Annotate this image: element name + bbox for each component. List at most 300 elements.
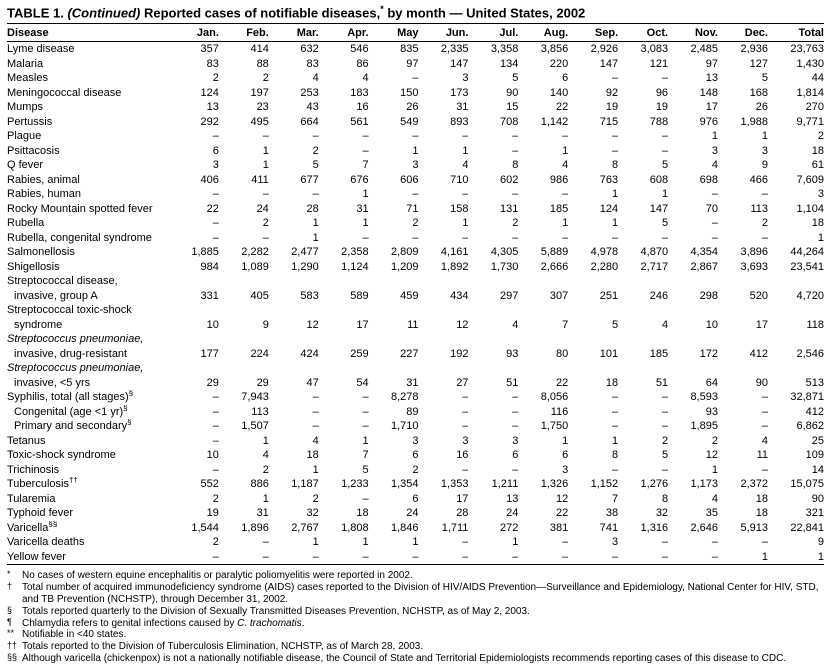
row-label: Streptococcus pneumoniae, xyxy=(7,362,144,375)
cell: 24 xyxy=(506,507,519,520)
cell: 1 xyxy=(817,550,824,563)
row-label: Varicella§§ xyxy=(7,520,58,534)
table-title xyxy=(7,4,824,24)
cell: 5 xyxy=(312,159,319,172)
cell: 88 xyxy=(256,57,269,70)
cell: 259 xyxy=(350,347,369,360)
cell: 1,885 xyxy=(191,246,219,259)
cell: 71 xyxy=(406,202,419,215)
cell: 710 xyxy=(450,173,469,186)
row-label: Yellow fever xyxy=(7,550,66,563)
footnote-symbol: †† xyxy=(7,640,18,651)
cell: – xyxy=(212,463,219,476)
cell: 1,124 xyxy=(341,260,369,273)
row-label: invasive, <5 yrs xyxy=(14,376,91,389)
cell: 552 xyxy=(200,478,219,491)
cell: 131 xyxy=(499,202,519,215)
footnote-text: Totals reported to the Division of Tuberculosis Elimination, NCHSTP, as of March 28, 2003. xyxy=(22,641,424,653)
cell: 5 xyxy=(661,217,669,230)
cell: 984 xyxy=(200,260,219,273)
cell: 2,372 xyxy=(740,478,768,491)
cell: 89 xyxy=(406,405,419,418)
cell: 2,477 xyxy=(291,246,319,259)
cell: 2,717 xyxy=(640,260,669,273)
table-row xyxy=(7,376,824,391)
table-row xyxy=(7,521,824,536)
cell: 44 xyxy=(811,72,824,85)
cell: 2,646 xyxy=(690,521,718,534)
cell: 97 xyxy=(705,57,718,70)
cell: 298 xyxy=(699,289,718,302)
cell: 124 xyxy=(599,202,619,215)
cell: 583 xyxy=(300,289,319,302)
cell: 357 xyxy=(200,43,219,56)
cell: 251 xyxy=(599,289,619,302)
cell: 3 xyxy=(412,159,419,172)
cell: 1 xyxy=(711,463,718,476)
cell: 3 xyxy=(562,463,569,476)
cell: – xyxy=(562,188,569,201)
title-text-2: by month — United States, 2002 xyxy=(383,5,586,21)
column-header-jul: Jul. xyxy=(468,24,518,42)
cell: 2 xyxy=(212,536,219,549)
cell: – xyxy=(512,463,519,476)
cell: 101 xyxy=(599,347,619,360)
cell: 1 xyxy=(817,231,824,244)
table-row xyxy=(7,347,824,362)
cell: – xyxy=(512,130,519,143)
cell: 3,856 xyxy=(540,43,569,56)
cell: – xyxy=(562,536,569,549)
table-row xyxy=(7,129,824,144)
cell: 1 xyxy=(262,434,269,447)
cell: 24 xyxy=(256,202,269,215)
cell: 424 xyxy=(300,347,319,360)
cell: 3,083 xyxy=(640,43,669,56)
cell: – xyxy=(212,130,219,143)
table-row xyxy=(7,506,824,521)
table-row xyxy=(7,550,824,565)
cell: 2,809 xyxy=(391,246,419,259)
row-label: Shigellosis xyxy=(7,260,60,273)
cell: 147 xyxy=(599,57,619,70)
cell: 976 xyxy=(699,115,718,128)
cell: 5,889 xyxy=(540,246,569,259)
cell: 32 xyxy=(306,507,319,520)
cell: 1,142 xyxy=(540,115,569,128)
cell: 1 xyxy=(462,144,469,157)
cell: 1 xyxy=(612,434,619,447)
cell: 24 xyxy=(406,507,419,520)
cell: – xyxy=(362,420,369,433)
cell: – xyxy=(412,231,419,244)
cell: – xyxy=(362,130,369,143)
cell: 459 xyxy=(400,289,419,302)
cell: 272 xyxy=(499,521,519,534)
column-header-aug: Aug. xyxy=(518,24,568,42)
cell: – xyxy=(462,188,469,201)
cell: – xyxy=(212,405,219,418)
column-header-total: Total xyxy=(768,24,824,42)
cell: 4,354 xyxy=(690,246,718,259)
row-label: Primary and secondary§ xyxy=(14,419,132,433)
cell: 19 xyxy=(605,101,619,114)
cell: 185 xyxy=(549,202,569,215)
table-row xyxy=(7,216,824,231)
cell: – xyxy=(462,550,469,563)
cell: 1,173 xyxy=(690,478,718,491)
cell: 38 xyxy=(605,507,619,520)
cell: 405 xyxy=(250,289,269,302)
table-row xyxy=(7,405,824,420)
cell: 4 xyxy=(761,434,768,447)
cell: 1,316 xyxy=(640,521,669,534)
table-row xyxy=(7,492,824,507)
cell: 1 xyxy=(312,536,319,549)
row-label: Tularemia xyxy=(7,492,56,505)
cell: – xyxy=(212,231,219,244)
footnote-symbol: * xyxy=(7,569,11,580)
column-header-nov: Nov. xyxy=(668,24,718,42)
cell: 4,161 xyxy=(440,246,469,259)
row-label: Lyme disease xyxy=(7,43,75,56)
cell: 1,896 xyxy=(241,521,269,534)
cell: 1 xyxy=(562,144,569,157)
cell: – xyxy=(312,130,319,143)
table-row xyxy=(7,158,824,173)
cell: 606 xyxy=(400,173,419,186)
cell: – xyxy=(711,217,718,230)
cell: 15,075 xyxy=(790,478,824,491)
cell: 7 xyxy=(362,159,369,172)
cell: 292 xyxy=(200,115,219,128)
cell: – xyxy=(362,492,369,505)
table-row xyxy=(7,144,824,159)
column-header-feb: Feb. xyxy=(219,24,269,42)
cell: 2 xyxy=(262,463,269,476)
cell: – xyxy=(661,536,669,549)
table-row xyxy=(7,245,824,260)
cell: 3 xyxy=(212,159,219,172)
cell: 698 xyxy=(699,173,718,186)
cell: – xyxy=(312,420,319,433)
cell: – xyxy=(512,550,519,563)
cell: 2,280 xyxy=(590,260,619,273)
cell: 1,814 xyxy=(796,86,824,99)
cell: 1,430 xyxy=(796,57,824,70)
cell: 2,282 xyxy=(241,246,269,259)
cell: 1 xyxy=(462,217,469,230)
footnote-symbol: § xyxy=(7,604,13,615)
cell: 31 xyxy=(256,507,269,520)
cell: 224 xyxy=(250,347,269,360)
cell: 147 xyxy=(450,57,469,70)
cell: 2 xyxy=(212,492,219,505)
cell: 22 xyxy=(556,507,569,520)
cell: 92 xyxy=(605,86,619,99)
row-label: Q fever xyxy=(7,159,44,172)
cell: 8,593 xyxy=(690,391,718,404)
cell: 7 xyxy=(562,318,569,331)
cell: 307 xyxy=(549,289,569,302)
footnote-text: Totals reported quarterly to the Division of Sexually Transmitted Diseases Prevention, NCHSTP, as of May 2, 2003. xyxy=(22,605,530,617)
cell: 10 xyxy=(206,318,219,331)
cell: 412 xyxy=(749,347,768,360)
cell: 10 xyxy=(206,449,219,462)
cell: 6 xyxy=(412,492,419,505)
cell: 22 xyxy=(556,101,569,114)
notifiable-diseases-table xyxy=(7,24,824,565)
table-row xyxy=(7,202,824,217)
cell: 18 xyxy=(306,449,319,462)
cell: 1 xyxy=(711,130,718,143)
cell: 7 xyxy=(362,449,369,462)
cell: 1 xyxy=(262,144,269,157)
row-label: invasive, drug-resistant xyxy=(14,347,128,360)
table-row xyxy=(7,274,824,289)
cell: – xyxy=(212,434,219,447)
cell: 1,710 xyxy=(391,420,419,433)
cell: – xyxy=(262,188,269,201)
cell: – xyxy=(212,550,219,563)
cell: 13 xyxy=(506,492,519,505)
footnote-marker: §§ xyxy=(48,520,58,528)
cell: 17 xyxy=(755,318,768,331)
cell: – xyxy=(562,231,569,244)
cell: 677 xyxy=(300,173,319,186)
cell: 4 xyxy=(312,72,319,85)
mmwr-table-page xyxy=(7,4,824,665)
cell: – xyxy=(362,391,369,404)
cell: 173 xyxy=(450,86,469,99)
cell: 715 xyxy=(599,115,619,128)
cell: 16 xyxy=(356,101,369,114)
table-row xyxy=(7,477,824,492)
cell: 2,936 xyxy=(740,43,768,56)
column-header-jun: Jun. xyxy=(419,24,469,42)
cell: 411 xyxy=(251,173,269,186)
cell: 14 xyxy=(811,463,824,476)
row-label: Syphilis, total (all stages)§ xyxy=(7,390,134,404)
cell: 2 xyxy=(212,72,219,85)
cell: 1 xyxy=(312,463,319,476)
cell: 43 xyxy=(306,101,319,114)
cell: 1,895 xyxy=(690,420,718,433)
cell: 1 xyxy=(612,188,619,201)
cell: 9 xyxy=(817,536,824,549)
footnote xyxy=(7,653,824,665)
cell: – xyxy=(512,420,519,433)
cell: 1,152 xyxy=(590,478,619,491)
cell: 4 xyxy=(512,318,519,331)
row-label: Plague xyxy=(7,130,42,143)
cell: 1,808 xyxy=(341,521,369,534)
column-header-apr: Apr. xyxy=(319,24,369,42)
cell: 8 xyxy=(612,159,619,172)
cell: 80 xyxy=(556,347,569,360)
cell: 549 xyxy=(400,115,419,128)
footnote-marker: †† xyxy=(68,477,78,485)
cell: 331 xyxy=(200,289,219,302)
cell: – xyxy=(412,550,419,563)
cell: – xyxy=(612,231,619,244)
cell: 763 xyxy=(599,173,619,186)
cell: 6 xyxy=(512,449,519,462)
cell: 1,353 xyxy=(440,478,469,491)
table-row xyxy=(7,448,824,463)
cell: 26 xyxy=(406,101,419,114)
cell: 381 xyxy=(549,521,569,534)
cell: 18 xyxy=(356,507,369,520)
table-row xyxy=(7,100,824,115)
cell: 708 xyxy=(499,115,519,128)
footnote-symbol: ¶ xyxy=(7,616,12,627)
cell: 2,767 xyxy=(291,521,319,534)
cell: 147 xyxy=(649,202,669,215)
cell: 1,988 xyxy=(740,115,768,128)
cell: 113 xyxy=(750,202,768,215)
cell: 47 xyxy=(306,376,319,389)
column-header-sep: Sep. xyxy=(568,24,618,42)
table-row xyxy=(7,332,824,347)
cell: – xyxy=(612,144,619,157)
cell: 1,233 xyxy=(341,478,369,491)
cell: 16 xyxy=(456,449,469,462)
cell: 1 xyxy=(412,144,419,157)
cell: – xyxy=(711,550,718,563)
cell: 4,720 xyxy=(796,289,824,302)
cell: 8,056 xyxy=(540,391,569,404)
cell: 31 xyxy=(356,202,369,215)
cell: 6 xyxy=(562,449,569,462)
cell: 35 xyxy=(705,507,718,520)
cell: 83 xyxy=(306,57,319,70)
cell: 4 xyxy=(562,159,569,172)
cell: 22 xyxy=(206,202,219,215)
cell: 1 xyxy=(512,536,519,549)
row-label: invasive, group A xyxy=(14,289,98,302)
cell: – xyxy=(512,188,519,201)
cell: 168 xyxy=(749,86,768,99)
table-row xyxy=(7,115,824,130)
cell: – xyxy=(312,550,319,563)
cell: 2 xyxy=(761,217,768,230)
footnote xyxy=(7,629,824,641)
cell: 23 xyxy=(256,101,269,114)
cell: 270 xyxy=(805,101,824,114)
cell: 2 xyxy=(512,217,519,230)
cell: 1 xyxy=(262,159,269,172)
cell: 31 xyxy=(406,376,419,389)
row-label: Congenital (age <1 yr)§ xyxy=(14,404,128,418)
cell: 13 xyxy=(705,72,718,85)
cell: 1,290 xyxy=(291,260,319,273)
cell: – xyxy=(761,536,768,549)
cell: – xyxy=(661,130,669,143)
cell: – xyxy=(661,72,669,85)
cell: 3,896 xyxy=(740,246,768,259)
cell: 1,187 xyxy=(291,478,319,491)
footnote-symbol: † xyxy=(7,581,13,592)
cell: 546 xyxy=(350,43,369,56)
cell: 4 xyxy=(711,492,718,505)
cell: 5 xyxy=(512,72,519,85)
cell: 6 xyxy=(412,449,419,462)
cell: 3 xyxy=(711,144,718,157)
cell: – xyxy=(212,188,219,201)
cell: 23,541 xyxy=(790,260,824,273)
cell: 1 xyxy=(262,492,269,505)
cell: 676 xyxy=(350,173,369,186)
cell: – xyxy=(761,391,768,404)
cell: 17 xyxy=(356,318,369,331)
cell: – xyxy=(362,144,369,157)
cell: 253 xyxy=(300,86,319,99)
cell: 51 xyxy=(655,376,669,389)
cell: 3 xyxy=(817,188,824,201)
cell: 513 xyxy=(805,376,824,389)
cell: – xyxy=(262,550,269,563)
cell: 70 xyxy=(705,202,718,215)
cell: 2 xyxy=(412,217,419,230)
cell: 2,485 xyxy=(690,43,718,56)
cell: 11 xyxy=(756,449,768,462)
cell: – xyxy=(661,391,669,404)
table-row xyxy=(7,57,824,72)
cell: – xyxy=(462,420,469,433)
cell: 5 xyxy=(661,449,669,462)
footnote-text: Total number of acquired immunodeficiency syndrome (AIDS) cases reported to the Division of HIV/AIDS Prevention—Surveillance and Epidemiology, National Center for HIV, STD, and TB Prevention (NCHSTP), through December 31, 2002. xyxy=(22,582,819,605)
row-label: Malaria xyxy=(7,57,44,70)
cell: 2,546 xyxy=(796,347,824,360)
cell: 2 xyxy=(312,144,319,157)
cell: 4 xyxy=(462,159,469,172)
cell: 19 xyxy=(206,507,219,520)
cell: 220 xyxy=(549,57,569,70)
cell: 893 xyxy=(450,115,469,128)
cell: 1,892 xyxy=(440,260,469,273)
row-label: Rubella, congenital syndrome xyxy=(7,231,152,244)
cell: – xyxy=(212,217,219,230)
footnote xyxy=(7,606,824,618)
cell: – xyxy=(512,405,519,418)
cell: 18 xyxy=(605,376,619,389)
title-continued: (Continued) xyxy=(67,5,141,21)
footnote-text: No cases of western equine encephalitis or paralytic poliomyelitis were reported in 2002. xyxy=(22,570,413,582)
footnote-symbol: §§ xyxy=(7,651,18,662)
cell: 18 xyxy=(811,217,824,230)
cell: 2,358 xyxy=(341,246,369,259)
cell: 1 xyxy=(362,536,369,549)
cell: – xyxy=(761,463,768,476)
cell: – xyxy=(661,144,669,157)
footnote xyxy=(7,582,824,606)
cell: – xyxy=(661,463,669,476)
cell: – xyxy=(412,130,419,143)
cell: 61 xyxy=(811,159,824,172)
cell: – xyxy=(761,188,768,201)
table-row xyxy=(7,318,824,333)
row-label: Mumps xyxy=(7,101,44,114)
cell: 1 xyxy=(562,434,569,447)
cell: 4,978 xyxy=(590,246,619,259)
cell: 28 xyxy=(456,507,469,520)
cell: 13 xyxy=(206,101,219,114)
cell: 12 xyxy=(556,492,569,505)
cell: 1 xyxy=(312,217,319,230)
cell: – xyxy=(711,536,718,549)
cell: 664 xyxy=(300,115,319,128)
